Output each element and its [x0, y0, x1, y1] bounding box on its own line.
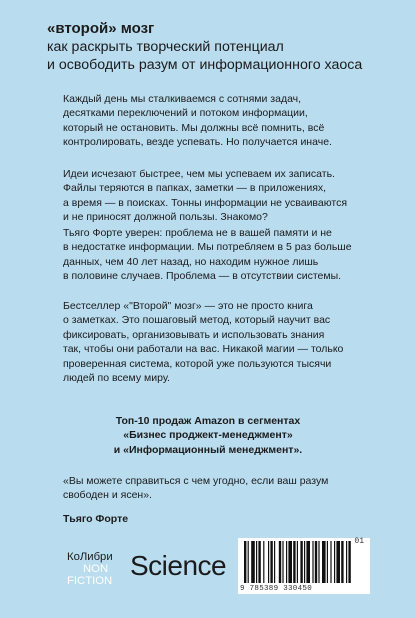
quote-author: Тьяго Форте — [63, 512, 129, 525]
paragraph-line: десятками переключений и потоком информации, — [63, 107, 308, 120]
barcode-addon: 01 — [354, 537, 364, 546]
paragraph-line: в недостатке информации. Мы потребляем в 5 раз больше — [63, 241, 352, 254]
paragraph-line: данных, чем 40 лет назад, но находим нужное лишь — [63, 255, 319, 268]
paragraph-line: Тьяго Форте уверен: проблема не в вашей памяти и не — [63, 227, 332, 239]
paragraph-line: о заметках. Это пошаговый метод, который научит вас — [63, 314, 331, 327]
paragraph-1 — [63, 92, 375, 150]
quote-block — [63, 474, 328, 526]
paragraph-line: который не остановить. Мы должны всё помнить, всё — [63, 121, 325, 134]
paragraph-line: а время — в поисках. Тонны информации не усваиваются — [63, 196, 348, 209]
quote-line: свободен и ясен». — [63, 489, 152, 502]
book-subtitle-line-1: как раскрыть творческий потенциал — [47, 39, 284, 55]
title-block — [47, 20, 387, 74]
isbn-barcode — [238, 538, 370, 594]
paragraph-line: и не приносят должной пользы. Знакомо? — [63, 211, 268, 224]
paragraph-line: Бестселлер «"Второй" мозг» — это не просто книга — [63, 300, 313, 312]
barcode-digits: 9 785389 330450 — [240, 585, 313, 593]
promo-line: и «Информационный менеджмент». — [113, 443, 303, 456]
paragraph-line: Файлы теряются в папках, заметки — в приложениях, — [63, 182, 327, 195]
publisher-imprint-fiction: FICTION — [67, 575, 113, 587]
book-title: «второй» мозг — [47, 20, 155, 37]
paragraph-line: проверенная система, которой уже пользуются тысячи — [63, 357, 332, 370]
promo-block — [0, 414, 416, 457]
paragraph-line: фиксировать, организовывать и использовать знания — [63, 328, 325, 341]
paragraph-line: контролировать, везде успевать. Но получается иначе. — [63, 136, 332, 149]
paragraph-line: Идеи исчезают быстрее, чем мы успеваем их записать. — [63, 168, 335, 180]
paragraph-2 — [63, 167, 375, 225]
paragraph-line: так, чтобы они работали на вас. Никакой магии — только — [63, 343, 344, 356]
paragraph-4 — [63, 299, 375, 385]
paragraph-line: людей по всему миру. — [63, 372, 170, 385]
barcode-bars — [242, 541, 366, 583]
publisher-imprint-non: NON — [83, 563, 109, 575]
promo-line: Топ-10 продаж Amazon в сегментах — [115, 415, 301, 427]
paragraph-line: Каждый день мы сталкиваемся с сотнями задач, — [63, 93, 302, 105]
quote-line: «Вы можете справиться с чем угодно, если ваш разум — [63, 475, 329, 487]
paragraph-line: в половине случаев. Проблема — в отсутствии системы. — [63, 270, 342, 283]
paragraph-3 — [63, 226, 375, 284]
promo-line: «Бизнес проджект-менеджмент» — [123, 429, 293, 442]
publisher-name: КоЛибри — [67, 551, 113, 563]
publisher-logo — [67, 551, 113, 587]
series-logo: Science — [130, 550, 227, 581]
book-subtitle-line-2: и освободить разум от информационного хаоса — [47, 57, 363, 73]
